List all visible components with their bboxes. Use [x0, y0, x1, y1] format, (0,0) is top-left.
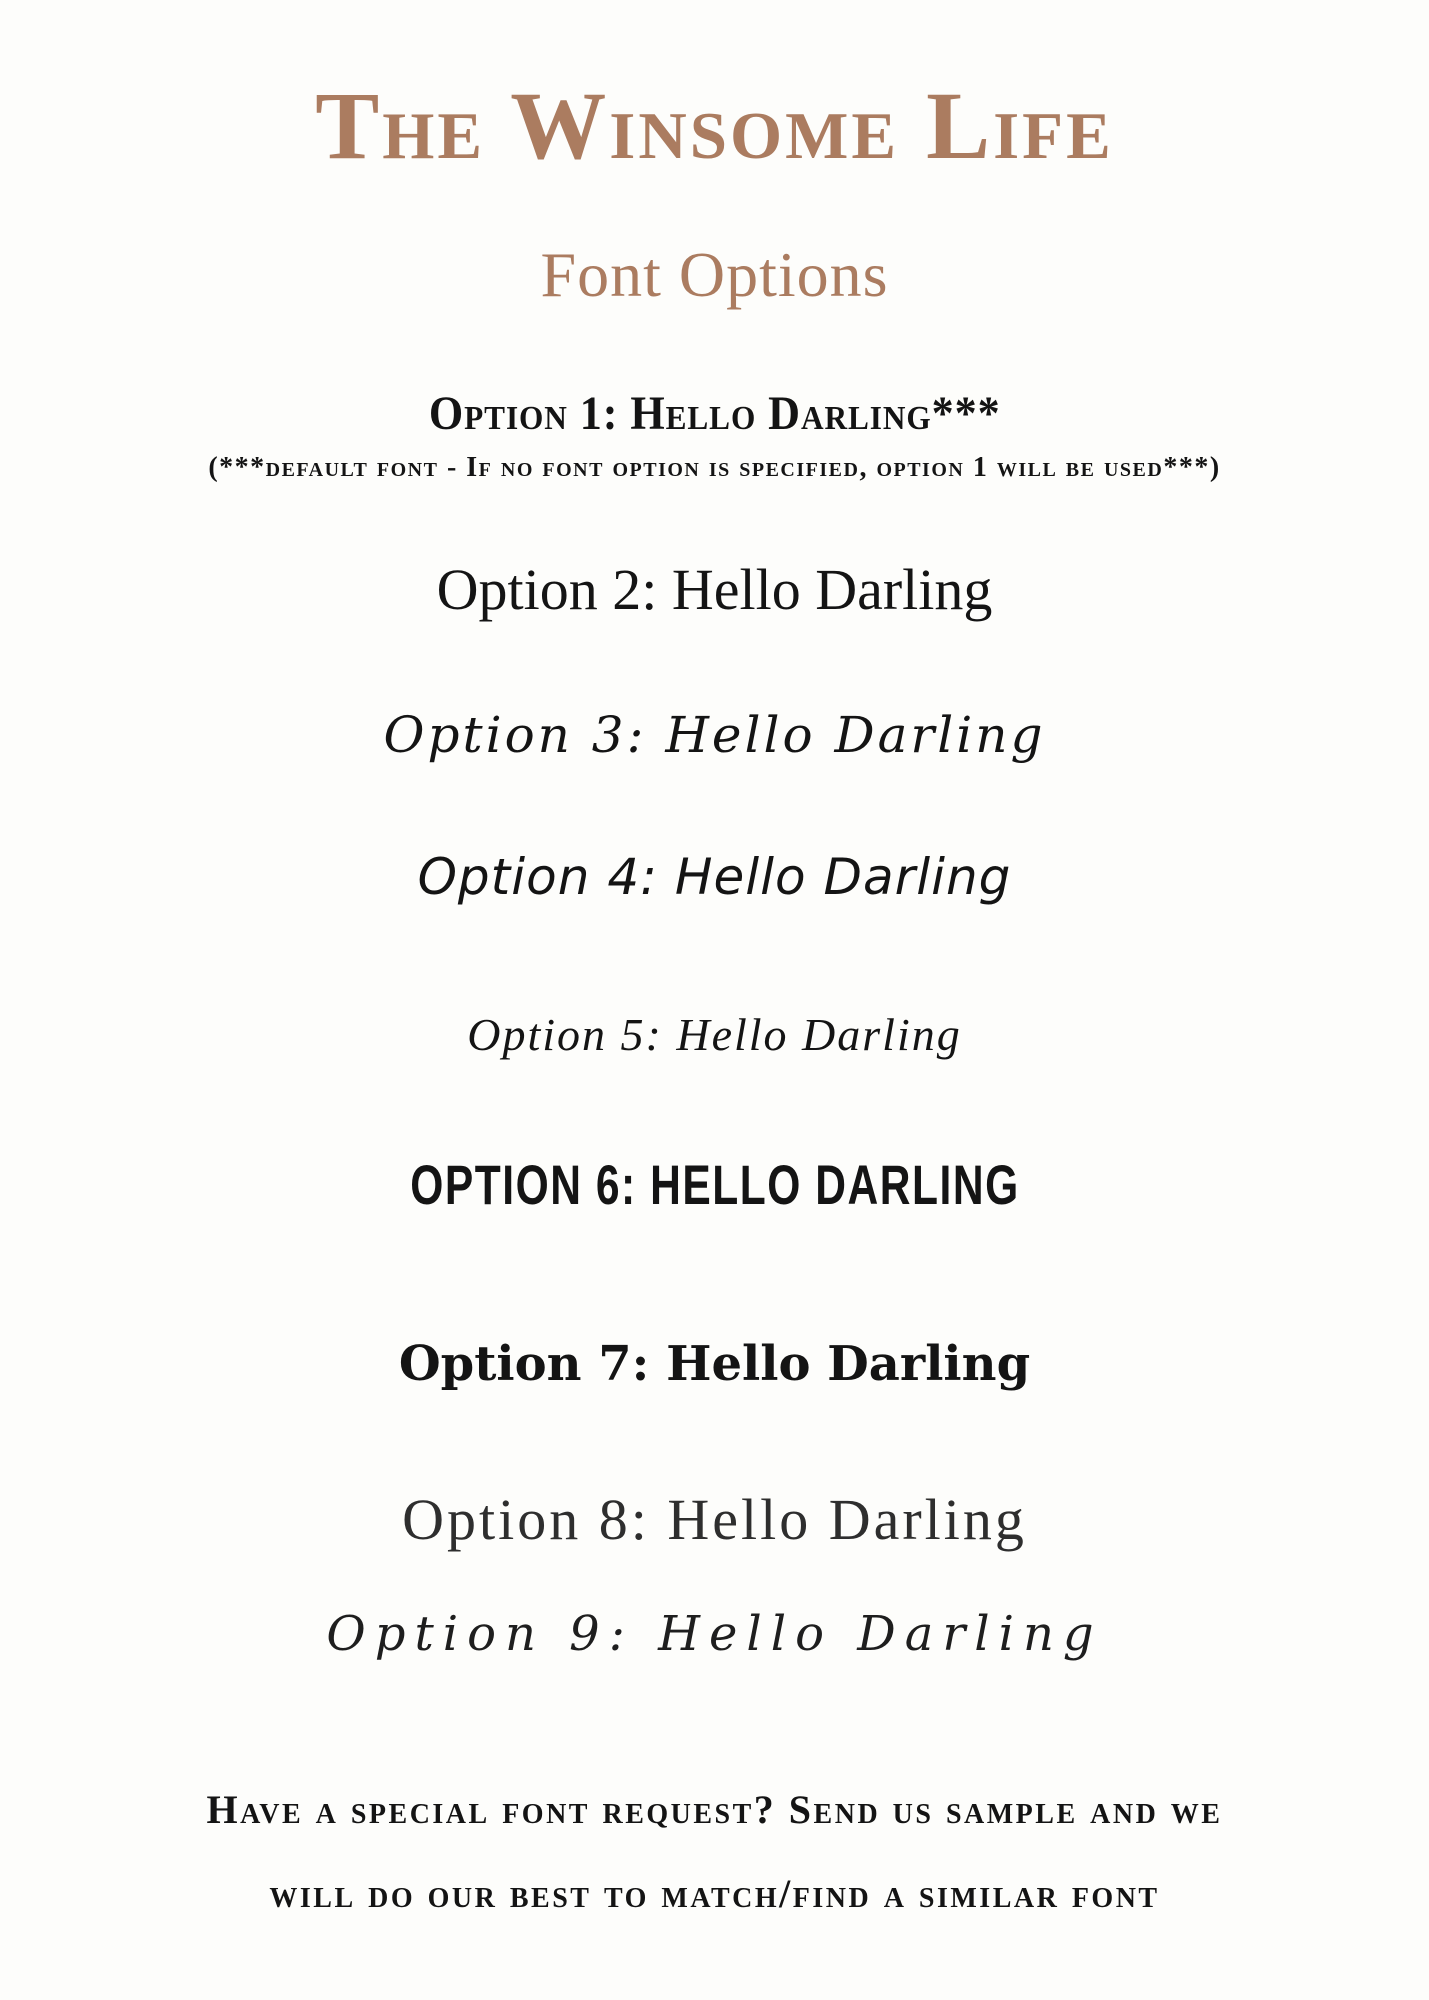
option-1-default-note: (***default font - If no font option is specified, option 1 will be used***) [208, 452, 1221, 483]
option-9-sample: Option 9: Hello Darling [326, 1606, 1103, 1662]
option-4-sample: Option 4: Hello Darling [417, 848, 1012, 906]
option-6-label: OPTION 6: HELLO DARLING [409, 1153, 1020, 1216]
option-5-sample: Option 5: Hello Darling [467, 1009, 962, 1060]
special-request-note [0, 1768, 1429, 1936]
option-3-sample: Option 3: Hello Darling [383, 706, 1046, 764]
special-request-note-line-1: Have a special font request? Send us sample and we [206, 1787, 1223, 1832]
page-subtitle: Font Options [540, 239, 889, 310]
option-7-sample: Option 7: Hello Darling [398, 1336, 1031, 1392]
option-8-sample: Option 8: Hello Darling [402, 1487, 1027, 1552]
option-6-sample [0, 1152, 1429, 1217]
brand-title: The Winsome Life [315, 72, 1114, 179]
option-1-sample [0, 386, 1429, 441]
option-1-label: Option 1: Hello Darling*** [428, 387, 1001, 440]
special-request-note-line-2: will do our best to match/find a similar font [269, 1871, 1160, 1916]
option-2-sample: Option 2: Hello Darling [436, 557, 993, 622]
